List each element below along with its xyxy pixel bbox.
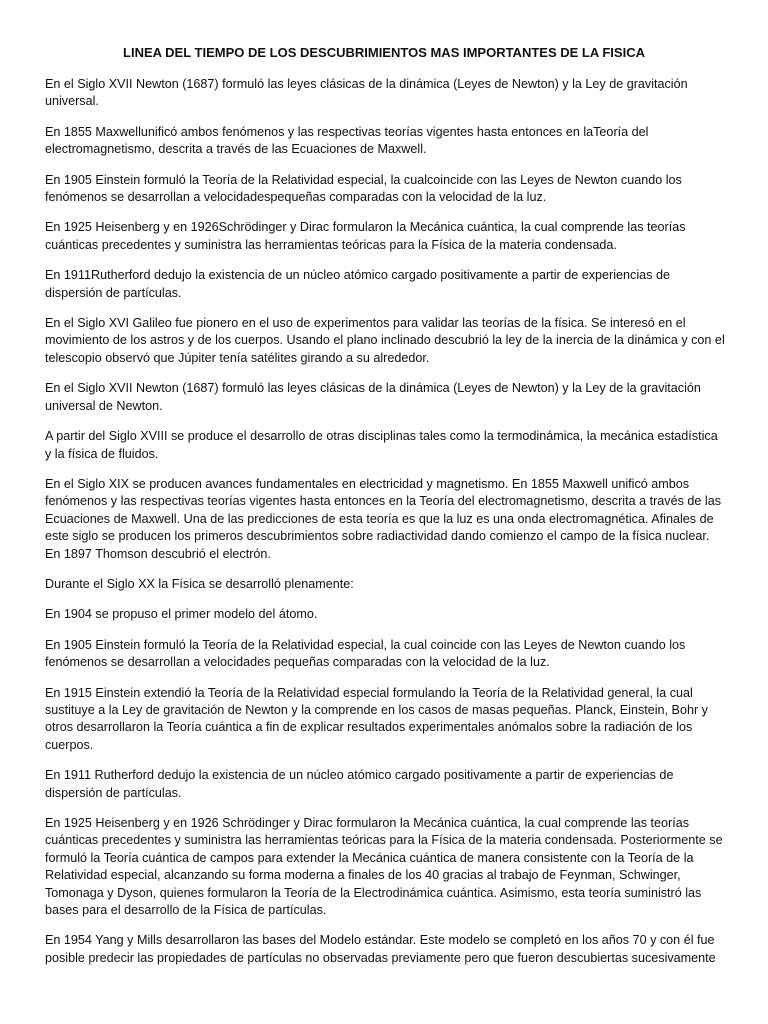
paragraph: En 1925 Heisenberg y en 1926 Schrödinger y Dirac formularon la Mecánica cuántica, la cual comprende las teorías cuánticas precedentes y suministra las herramientas teóricas para la Física de la materia condensada. Posteriormente se formuló la Teoría cuántica de campos para extender la Mecánica cuántica de manera consistente con la Teoría de la Relatividad especial, alcanzando su forma moderna a finales de los 40 gracias al trabajo de Feynman, Schwinger, Tomonaga y Dyson, quienes formularon la Teoría de la Electrodinámica cuántica. Asimismo, esta teoría suministró las bases para el desarrollo de la Física de partículas. [45,816,723,918]
paragraph: A partir del Siglo XVIII se produce el desarrollo de otras disciplinas tales como la termodinámica, la mecánica estadística y la física de fluidos. [45,429,718,461]
paragraph: En 1904 se propuso el primer modelo del átomo. [45,607,318,622]
paragraph: En 1925 Heisenberg y en 1926Schrödinger y Dirac formularon la Mecánica cuántica, la cual comprende las teorías cuánticas precedentes y suministra las herramientas teóricas para la Física de la materia condensada. [45,220,686,252]
paragraph: En 1911 Rutherford dedujo la existencia de un núcleo atómico cargado positivamente a partir de experiencias de dispersión de partículas. [45,768,674,800]
paragraph: Durante el Siglo XX la Física se desarrolló plenamente: [45,576,354,591]
paragraph: En 1905 Einstein formuló la Teoría de la Relatividad especial, la cualcoincide con las Leyes de Newton cuando los fenómenos se desarrollan a velocidadespequeñas comparadas con la velocidad de la luz. [45,172,682,205]
paragraph: En 1855 Maxwellunificó ambos fenómenos y las respectivas teorías vigentes hasta entonces en laTeoría del electromagnetismo, descrita a través de las Ecuaciones de Maxwell. [45,124,649,157]
paragraph: En el Siglo XVI Galileo fue pionero en el uso de experimentos para validar las teorías de la física. Se interesó en el movimiento de los astros y de los cuerpos. Usando el plano inclinado descubrió la ley de la inercia de la dinámica y con el telescopio observó que Júpiter tenía satélites girando a su alrededor. [45,316,725,365]
document-body [45,76,727,980]
paragraph: En 1911Rutherford dedujo la existencia de un núcleo atómico cargado positivamente a partir de experiencias de dispersión de partículas. [45,268,670,300]
paragraph: En el Siglo XVII Newton (1687) formuló las leyes clásicas de la dinámica (Leyes de Newton) y la Ley de gravitación universal. [45,77,688,109]
paragraph: En 1954 Yang y Mills desarrollaron las bases del Modelo estándar. Este modelo se completó en los años 70 y con él fue posible predecir las propiedades de partículas no observadas previamente pero que fueron descubiertas sucesivamente [45,933,716,965]
paragraph: En el Siglo XIX se producen avances fundamentales en electricidad y magnetismo. En 1855 Maxwell unificó ambos fenómenos y las respectivas teorías vigentes hasta entonces en la Teoría del electromagnetismo, descrita a través de las Ecuaciones de Maxwell. Una de las predicciones de esta teoría es que la luz es una onda electromagnética. Afinales de este siglo se producen los primeros descubrimientos sobre radiactividad dando comienzo el campo de la física nuclear. En 1897 Thomson descubrió el electrón. [45,476,721,561]
paragraph: En 1915 Einstein extendió la Teoría de la Relatividad especial formulando la Teoría de la Relatividad general, la cual sustituye a la Ley de gravitación de Newton y la comprende en los casos de masas pequeñas. Planck, Einstein, Bohr y otros desarrollaron la Teoría cuántica a fin de explicar resultados experimentales anómalos sobre la radiación de los cuerpos. [45,685,708,752]
paragraph: En el Siglo XVII Newton (1687) formuló las leyes clásicas de la dinámica (Leyes de Newton) y la Ley de la gravitación universal de Newton. [45,381,701,413]
paragraph: En 1905 Einstein formuló la Teoría de la Relatividad especial, la cual coincide con las Leyes de Newton cuando los fenómenos se desarrollan a velocidades pequeñas comparadas con la velocidad de la luz. [45,637,686,670]
document-title: LINEA DEL TIEMPO DE LOS DESCUBRIMIENTOS MAS IMPORTANTES DE LA FISICA [123,45,645,60]
